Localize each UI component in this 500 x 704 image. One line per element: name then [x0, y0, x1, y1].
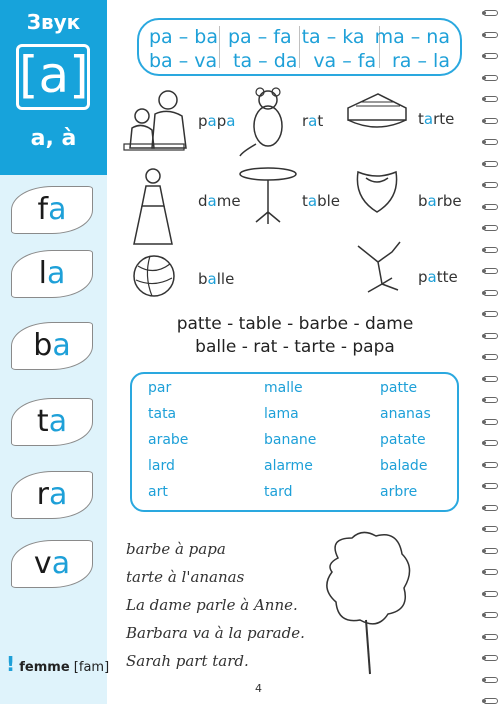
syllable-pair: ma – na	[374, 26, 450, 48]
spiral-ring	[484, 462, 498, 468]
picture-word-table: table	[302, 192, 341, 210]
spiral-ring	[484, 161, 498, 167]
spiral-ring	[484, 698, 498, 704]
spiral-hole	[482, 570, 486, 574]
spiral-ring	[484, 354, 498, 360]
script-line: barbe à papa	[126, 540, 226, 558]
word-cell: tata	[148, 406, 177, 422]
picture-word-barbe: barbe	[418, 192, 462, 210]
spiral-hole	[482, 248, 486, 252]
script-line: La dame parle à Anne.	[126, 596, 298, 614]
sound-letter: [a]	[16, 44, 90, 110]
tart-illustration	[342, 90, 412, 136]
spiral-hole	[482, 592, 486, 596]
spiral-hole	[482, 699, 486, 703]
exclamation-icon: !	[6, 652, 16, 676]
spiral-hole	[482, 441, 486, 445]
syllable-pair: ra – la	[392, 50, 450, 72]
footnote-transcription: [fam]	[73, 660, 110, 675]
spiral-hole	[482, 678, 486, 682]
spiral-hole	[482, 613, 486, 617]
spiral-ring	[484, 118, 498, 124]
lady-illustration	[128, 166, 178, 246]
syllable-box	[137, 18, 462, 76]
spiral-hole	[482, 205, 486, 209]
spiral-hole	[482, 162, 486, 166]
spiral-ring	[484, 440, 498, 446]
syllable-pair: pa – ba	[149, 26, 218, 48]
picture-word-balle: balle	[198, 270, 235, 288]
spiral-ring	[484, 397, 498, 403]
syllable-leaf: fa	[11, 186, 93, 234]
paw-illustration	[348, 238, 412, 294]
spiral-hole	[482, 119, 486, 123]
script-line: Sarah part tard.	[126, 652, 249, 670]
footnote-word: femme	[19, 660, 70, 675]
spiral-hole	[482, 656, 486, 660]
spiral-hole	[482, 355, 486, 359]
syllable-row	[149, 26, 450, 48]
spiral-ring	[484, 612, 498, 618]
syllable-pair: ta – ka	[301, 26, 365, 48]
syllable-pair: pa – fa	[227, 26, 292, 48]
spiral-ring	[484, 548, 498, 554]
ball-illustration	[130, 252, 178, 300]
word-cell: art	[148, 484, 168, 500]
spiral-ring	[484, 505, 498, 511]
rat-illustration	[236, 86, 296, 158]
word-cell: lama	[264, 406, 299, 422]
spiral-hole	[482, 549, 486, 553]
word-cell: banane	[264, 432, 317, 448]
spiral-hole	[482, 484, 486, 488]
picture-word-papa: papa	[198, 112, 236, 130]
spiral-hole	[482, 527, 486, 531]
word-cell: arbre	[380, 484, 418, 500]
page-number: 4	[255, 682, 262, 695]
spiral-hole	[482, 291, 486, 295]
spiral-ring	[484, 419, 498, 425]
spiral-ring	[484, 96, 498, 102]
word-cell: par	[148, 380, 172, 396]
footnote	[6, 652, 109, 676]
spiral-ring	[484, 655, 498, 661]
spiral-hole	[482, 463, 486, 467]
spiral-ring	[484, 53, 498, 59]
spiral-hole	[482, 635, 486, 639]
sound-header	[0, 0, 107, 175]
spiral-hole	[482, 377, 486, 381]
spiral-binding	[480, 0, 500, 704]
spiral-ring	[484, 634, 498, 640]
spiral-hole	[482, 334, 486, 338]
spiral-ring	[484, 182, 498, 188]
spiral-hole	[482, 11, 486, 15]
spiral-ring	[484, 247, 498, 253]
spiral-hole	[482, 140, 486, 144]
spiral-hole	[482, 33, 486, 37]
table-illustration	[238, 166, 298, 226]
script-line: tarte à l'ananas	[126, 568, 245, 586]
spiral-ring	[484, 139, 498, 145]
word-cell: balade	[380, 458, 428, 474]
spiral-ring	[484, 591, 498, 597]
word-cell: ananas	[380, 406, 431, 422]
syllable-leaf: va	[11, 540, 93, 588]
beard-illustration	[352, 166, 402, 214]
word-cell: tard	[264, 484, 293, 500]
spiral-ring	[484, 483, 498, 489]
spiral-ring	[484, 311, 498, 317]
letter-variants: a, à	[30, 126, 77, 151]
syllable-leaf: ta	[11, 398, 93, 446]
spiral-ring	[484, 268, 498, 274]
syllable-pair: ta – da	[233, 50, 298, 72]
syllable-pair: va – fa	[313, 50, 377, 72]
spiral-ring	[484, 526, 498, 532]
spiral-hole	[482, 506, 486, 510]
syllable-leaf: ra	[11, 471, 93, 519]
word-cell: patate	[380, 432, 426, 448]
spiral-ring	[484, 376, 498, 382]
spiral-hole	[482, 269, 486, 273]
syllable-pair: ba – va	[149, 50, 218, 72]
script-line: Barbara va à la parade.	[126, 624, 305, 642]
spiral-ring	[484, 333, 498, 339]
spiral-ring	[484, 204, 498, 210]
spiral-hole	[482, 420, 486, 424]
word-cell: lard	[148, 458, 175, 474]
spiral-ring	[484, 225, 498, 231]
spiral-hole	[482, 183, 486, 187]
spiral-hole	[482, 54, 486, 58]
word-sequence: balle - rat - tarte - papa	[195, 337, 395, 357]
word-cell: malle	[264, 380, 303, 396]
spiral-ring	[484, 290, 498, 296]
spiral-hole	[482, 76, 486, 80]
spiral-ring	[484, 10, 498, 16]
spiral-ring	[484, 75, 498, 81]
word-cell: patte	[380, 380, 418, 396]
cotton-candy-illustration	[318, 528, 418, 676]
spiral-hole	[482, 398, 486, 402]
spiral-ring	[484, 32, 498, 38]
word-cell: alarme	[264, 458, 313, 474]
spiral-hole	[482, 312, 486, 316]
spiral-hole	[482, 97, 486, 101]
syllable-leaf: la	[11, 250, 93, 298]
syllable-leaf: ba	[11, 322, 93, 370]
picture-word-tarte: tarte	[418, 110, 455, 128]
syllable-row	[149, 50, 450, 72]
spiral-hole	[482, 226, 486, 230]
spiral-ring	[484, 677, 498, 683]
picture-word-patte: patte	[418, 268, 458, 286]
spiral-ring	[484, 569, 498, 575]
picture-word-dame: dame	[198, 192, 241, 210]
word-sequence: patte - table - barbe - dame	[176, 314, 414, 334]
picture-word-rat: rat	[302, 112, 324, 130]
family-illustration	[120, 86, 195, 156]
word-cell: arabe	[148, 432, 189, 448]
header-title: Звук	[26, 10, 81, 34]
